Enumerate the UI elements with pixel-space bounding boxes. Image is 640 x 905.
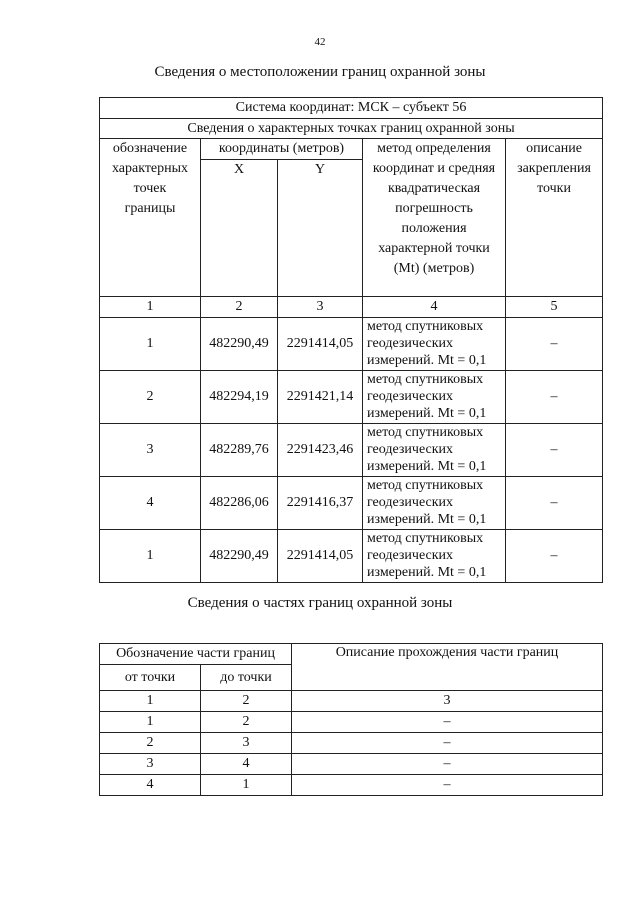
section-title-boundary-parts: Сведения о частях границ охранной зоны xyxy=(187,595,453,611)
table-row xyxy=(100,476,603,529)
part-description-cell: – xyxy=(292,775,603,796)
header-y: Y xyxy=(278,160,363,297)
method-cell xyxy=(363,317,506,370)
table-row xyxy=(100,712,603,733)
header-boundary-parts: Обозначение части границ xyxy=(100,644,292,665)
description-cell: – xyxy=(506,529,603,582)
method-line: метод спутниковых xyxy=(367,477,484,493)
header-x: X xyxy=(201,160,278,297)
header-coordinates: координаты (метров) xyxy=(201,139,363,160)
header-line: (Mt) (метров) xyxy=(393,261,475,276)
table-row xyxy=(100,775,603,796)
table-row xyxy=(100,733,603,754)
description-cell: – xyxy=(506,370,603,423)
from-point-cell: 1 xyxy=(100,712,201,733)
method-line: измерений. Mt = 0,1 xyxy=(367,458,487,474)
point-cell: 3 xyxy=(100,423,201,476)
header-line: координат и средняя xyxy=(372,161,496,176)
method-line: измерений. Mt = 0,1 xyxy=(367,511,487,527)
method-line: метод спутниковых xyxy=(367,424,484,440)
method-line: геодезических xyxy=(367,494,454,510)
method-cell xyxy=(363,529,506,582)
points-subtitle-cell: Сведения о характерных точках границ охранной зоны xyxy=(100,118,603,139)
part-description-cell: – xyxy=(292,754,603,775)
method-line: измерений. Mt = 0,1 xyxy=(367,352,487,368)
header-line: границы xyxy=(124,201,176,216)
to-point-cell: 1 xyxy=(201,775,292,796)
y-cell: 2291414,05 xyxy=(278,317,363,370)
column-number: 1 xyxy=(100,691,201,712)
table-row xyxy=(100,529,603,582)
x-cell: 482294,19 xyxy=(201,370,278,423)
section-title-boundary-location: Сведения о местоположении границ охранной зоны xyxy=(154,64,486,80)
header-line: квадратическая xyxy=(387,181,481,196)
point-cell: 2 xyxy=(100,370,201,423)
description-cell: – xyxy=(506,423,603,476)
description-cell: – xyxy=(506,476,603,529)
column-number: 5 xyxy=(506,297,603,318)
table-row xyxy=(100,370,603,423)
method-line: метод спутниковых xyxy=(367,530,484,546)
method-line: геодезических xyxy=(367,388,454,404)
header-point-designation xyxy=(100,139,201,297)
column-number: 3 xyxy=(278,297,363,318)
point-cell: 4 xyxy=(100,476,201,529)
header-line: обозначение xyxy=(112,141,188,156)
method-line: измерений. Mt = 0,1 xyxy=(367,405,487,421)
column-number: 2 xyxy=(201,297,278,318)
header-part-description: Описание прохождения части границ xyxy=(292,644,603,691)
to-point-cell: 4 xyxy=(201,754,292,775)
header-line: характерной точки xyxy=(378,241,490,256)
header-line: метод определения xyxy=(377,141,491,156)
x-cell: 482290,49 xyxy=(201,317,278,370)
method-line: геодезических xyxy=(367,335,454,351)
column-number: 1 xyxy=(100,297,201,318)
point-cell: 1 xyxy=(100,529,201,582)
y-cell: 2291414,05 xyxy=(278,529,363,582)
coordinate-system-cell: Система координат: МСК – субъект 56 xyxy=(100,98,603,119)
column-number: 4 xyxy=(363,297,506,318)
boundary-parts-table xyxy=(99,643,603,796)
header-to-point: до точки xyxy=(201,665,292,691)
y-cell: 2291421,14 xyxy=(278,370,363,423)
header-description xyxy=(506,139,603,297)
x-cell: 482286,06 xyxy=(201,476,278,529)
point-cell: 1 xyxy=(100,317,201,370)
y-cell: 2291416,37 xyxy=(278,476,363,529)
x-cell: 482289,76 xyxy=(201,423,278,476)
method-line: измерений. Mt = 0,1 xyxy=(367,564,487,580)
y-cell: 2291423,46 xyxy=(278,423,363,476)
header-line: точки xyxy=(537,181,571,196)
method-cell xyxy=(363,476,506,529)
header-line: описание xyxy=(526,141,582,156)
part-description-cell: – xyxy=(292,733,603,754)
page-number: 42 xyxy=(314,36,326,48)
table-row xyxy=(100,754,603,775)
header-line: точек xyxy=(133,181,167,196)
to-point-cell: 3 xyxy=(201,733,292,754)
header-line: закрепления xyxy=(517,161,591,176)
method-line: метод спутниковых xyxy=(367,371,484,387)
method-line: метод спутниковых xyxy=(367,318,484,334)
column-number: 2 xyxy=(201,691,292,712)
x-cell: 482290,49 xyxy=(201,529,278,582)
part-description-cell: – xyxy=(292,712,603,733)
from-point-cell: 4 xyxy=(100,775,201,796)
description-cell: – xyxy=(506,317,603,370)
to-point-cell: 2 xyxy=(201,712,292,733)
header-from-point: от точки xyxy=(100,665,201,691)
table-row xyxy=(100,317,603,370)
header-line: положения xyxy=(401,221,467,236)
method-line: геодезических xyxy=(367,547,454,563)
header-line: погрешность xyxy=(395,201,473,216)
header-line: характерных xyxy=(111,161,189,176)
method-cell xyxy=(363,423,506,476)
table-row xyxy=(100,423,603,476)
from-point-cell: 2 xyxy=(100,733,201,754)
method-cell xyxy=(363,370,506,423)
from-point-cell: 3 xyxy=(100,754,201,775)
method-line: геодезических xyxy=(367,441,454,457)
characteristic-points-table xyxy=(99,97,603,583)
column-number: 3 xyxy=(292,691,603,712)
header-method xyxy=(363,139,506,297)
